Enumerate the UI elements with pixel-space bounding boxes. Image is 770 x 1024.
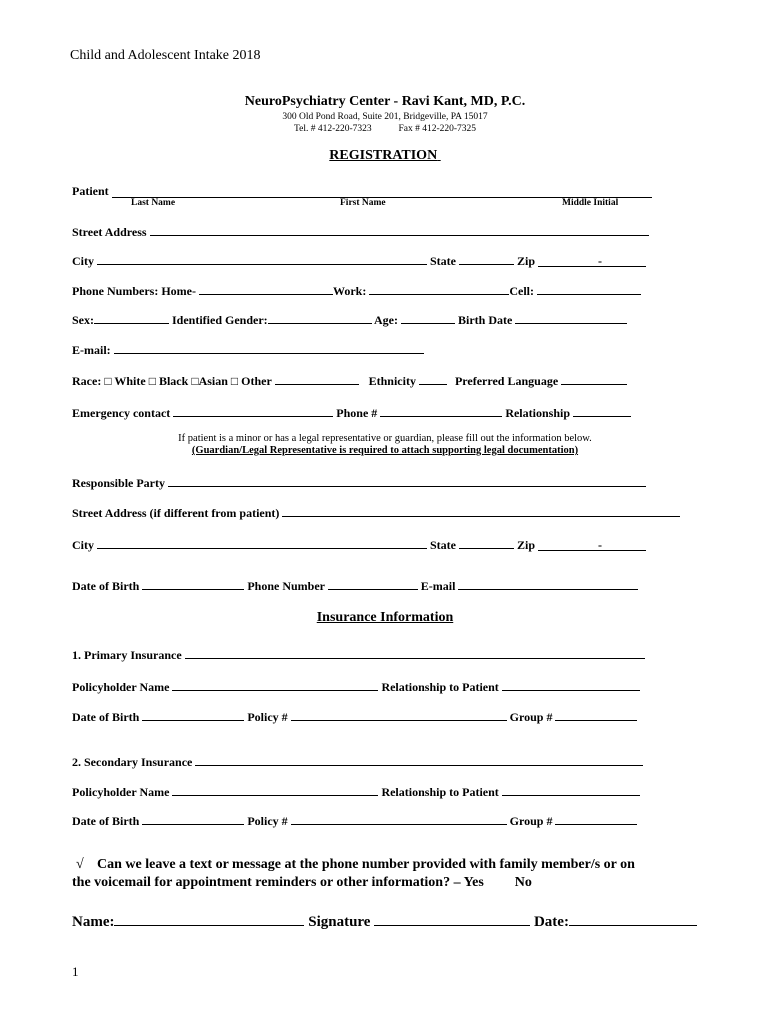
- guardian-note: If patient is a minor or has a legal representative or guardian, please fill out the information below.: [178, 433, 592, 444]
- secondary-dob-field[interactable]: [142, 812, 244, 825]
- email-label: E-mail:: [72, 343, 111, 357]
- primary-dob-field[interactable]: [142, 708, 244, 721]
- first-name-caption: First Name: [340, 198, 386, 208]
- name-field[interactable]: [114, 911, 304, 926]
- race-other-label: Other: [241, 374, 272, 388]
- ethnicity-field[interactable]: [419, 372, 447, 385]
- state-field[interactable]: [459, 252, 514, 265]
- street-address-row: [72, 223, 649, 240]
- age-label: Age:: [374, 313, 399, 327]
- emergency-phone-label: Phone #: [336, 406, 378, 420]
- secondary-policyholder-label: Policyholder Name: [72, 785, 170, 799]
- primary-group-field[interactable]: [555, 708, 637, 721]
- signature-field[interactable]: [374, 911, 530, 926]
- primary-group-label: Group #: [509, 710, 553, 724]
- secondary-group-label: Group #: [509, 814, 553, 828]
- practice-name: NeuroPsychiatry Center - Ravi Kant, MD, P.C.: [244, 94, 526, 109]
- patient-name-field[interactable]: [112, 184, 652, 198]
- guardian-street-field[interactable]: [282, 504, 680, 517]
- practice-address: 300 Old Pond Road, Suite 201, Bridgeville, PA 15017: [282, 112, 488, 122]
- secondary-insurance-field[interactable]: [195, 753, 643, 766]
- phone-row: [72, 282, 641, 299]
- responsible-row: [72, 474, 646, 491]
- primary-insurance-row: [72, 646, 645, 663]
- primary-policy-label: Policy #: [247, 710, 288, 724]
- registration-title: REGISTRATION: [329, 148, 438, 163]
- guardian-zip-field[interactable]: -: [538, 538, 646, 551]
- guardian-note-bold: (Guardian/Legal Representative is required to attach supporting legal documentation): [191, 445, 579, 456]
- practice-fax: Fax # 412-220-7325: [398, 124, 477, 134]
- guardian-phone-label: Phone Number: [247, 579, 325, 593]
- language-label: Preferred Language: [454, 374, 559, 388]
- emergency-relationship-label: Relationship: [505, 406, 570, 420]
- race-black-checkbox[interactable]: □: [148, 374, 156, 388]
- secondary-dob-label: Date of Birth: [72, 814, 140, 828]
- emergency-row: [72, 404, 631, 421]
- name-label: Name:: [72, 914, 115, 930]
- work-phone-field[interactable]: [369, 282, 509, 295]
- signature-label: Signature: [308, 914, 371, 930]
- middle-initial-caption: Middle Initial: [562, 198, 619, 208]
- guardian-city-field[interactable]: [97, 536, 427, 549]
- email-field[interactable]: [114, 341, 424, 354]
- guardian-state-label: State: [430, 538, 456, 552]
- street-address-field[interactable]: [150, 223, 649, 236]
- street-address-label: Street Address: [72, 225, 147, 239]
- guardian-street-label: Street Address (if different from patient): [72, 506, 280, 520]
- race-other-checkbox[interactable]: □: [230, 374, 239, 388]
- consent-no-option[interactable]: No: [514, 875, 532, 890]
- cell-label: Cell:: [509, 284, 534, 298]
- secondary-policy-label: Policy #: [247, 814, 288, 828]
- guardian-dob-label: Date of Birth: [72, 579, 140, 593]
- date-label: Date:: [533, 914, 569, 930]
- phone-numbers-label: Phone Numbers: Home-: [72, 284, 196, 298]
- running-title: Child and Adolescent Intake 2018: [70, 48, 261, 63]
- consent-line-2: [72, 875, 532, 891]
- language-field[interactable]: [561, 372, 627, 385]
- zip-field[interactable]: -: [538, 254, 646, 267]
- work-label: Work:: [332, 284, 367, 298]
- primary-relationship-label: Relationship to Patient: [381, 680, 499, 694]
- sex-label: Sex:: [72, 313, 94, 327]
- emergency-phone-field[interactable]: [380, 404, 502, 417]
- demographics-row: [72, 311, 627, 328]
- race-other-field[interactable]: [275, 372, 359, 385]
- date-field[interactable]: [569, 911, 697, 926]
- primary-insurance-field[interactable]: [185, 646, 645, 659]
- guardian-phone-field[interactable]: [328, 577, 418, 590]
- cell-phone-field[interactable]: [537, 282, 641, 295]
- secondary-relationship-field[interactable]: [502, 783, 640, 796]
- patient-label: Patient: [72, 184, 109, 198]
- practice-contacts: [0, 124, 770, 134]
- last-name-caption: Last Name: [131, 198, 176, 208]
- primary-relationship-field[interactable]: [502, 678, 640, 691]
- primary-policy-field[interactable]: [291, 708, 507, 721]
- primary-insurance-label: 1. Primary Insurance: [72, 648, 182, 662]
- guardian-city-row: [72, 536, 646, 553]
- emergency-name-field[interactable]: [173, 404, 333, 417]
- secondary-policy-field[interactable]: [291, 812, 507, 825]
- race-row: [72, 372, 627, 389]
- secondary-relationship-label: Relationship to Patient: [381, 785, 499, 799]
- city-row: [72, 252, 646, 269]
- guardian-email-label: E-mail: [420, 579, 456, 593]
- city-field[interactable]: [97, 252, 427, 265]
- primary-policyholder-field[interactable]: [172, 678, 378, 691]
- race-asian-checkbox[interactable]: □: [191, 374, 199, 388]
- age-field[interactable]: [401, 311, 455, 324]
- emergency-relationship-field[interactable]: [573, 404, 631, 417]
- consent-question-yes[interactable]: the voicemail for appointment reminders or other information? – Yes: [72, 875, 484, 890]
- secondary-dob-row: [72, 812, 637, 829]
- gender-field[interactable]: [268, 311, 372, 324]
- race-label: Race:: [72, 374, 102, 388]
- secondary-policyholder-row: [72, 783, 640, 800]
- zip-label: Zip: [517, 254, 536, 268]
- guardian-zip-label: Zip: [517, 538, 536, 552]
- guardian-state-field[interactable]: [459, 536, 514, 549]
- sex-field[interactable]: [94, 311, 169, 324]
- page-number: 1: [72, 964, 79, 979]
- email-row: [72, 341, 424, 358]
- insurance-title: Insurance Information: [316, 610, 454, 625]
- emergency-label: Emergency contact: [72, 406, 171, 420]
- consent-line-1: Can we leave a text or message at the phone number provided with family member/s or on: [97, 857, 635, 872]
- primary-policyholder-row: [72, 678, 640, 695]
- race-white-label: White: [114, 374, 146, 388]
- ethnicity-label: Ethnicity: [368, 374, 416, 388]
- guardian-city-label: City: [72, 538, 94, 552]
- race-white-checkbox[interactable]: □: [104, 374, 112, 388]
- race-asian-label: Asian: [198, 374, 228, 388]
- birth-date-label: Birth Date: [458, 313, 513, 327]
- signoff-row: [72, 911, 697, 931]
- home-phone-field[interactable]: [199, 282, 333, 295]
- guardian-dob-field[interactable]: [142, 577, 244, 590]
- secondary-group-field[interactable]: [555, 812, 637, 825]
- primary-dob-label: Date of Birth: [72, 710, 140, 724]
- consent-check-icon: √: [76, 857, 84, 872]
- responsible-label: Responsible Party: [72, 476, 165, 490]
- race-black-label: Black: [158, 374, 189, 388]
- secondary-insurance-label: 2. Secondary Insurance: [72, 755, 193, 769]
- secondary-insurance-row: [72, 753, 643, 770]
- city-label: City: [72, 254, 94, 268]
- gender-label: Identified Gender:: [172, 313, 268, 327]
- guardian-dob-row: [72, 577, 638, 594]
- birth-date-field[interactable]: [515, 311, 627, 324]
- primary-dob-row: [72, 708, 637, 725]
- guardian-email-field[interactable]: [458, 577, 638, 590]
- secondary-policyholder-field[interactable]: [172, 783, 378, 796]
- guardian-street-row: [72, 504, 680, 521]
- state-label: State: [430, 254, 456, 268]
- responsible-field[interactable]: [168, 474, 646, 487]
- patient-row: [72, 184, 109, 199]
- primary-policyholder-label: Policyholder Name: [72, 680, 170, 694]
- practice-tel: Tel. # 412-220-7323: [293, 124, 372, 134]
